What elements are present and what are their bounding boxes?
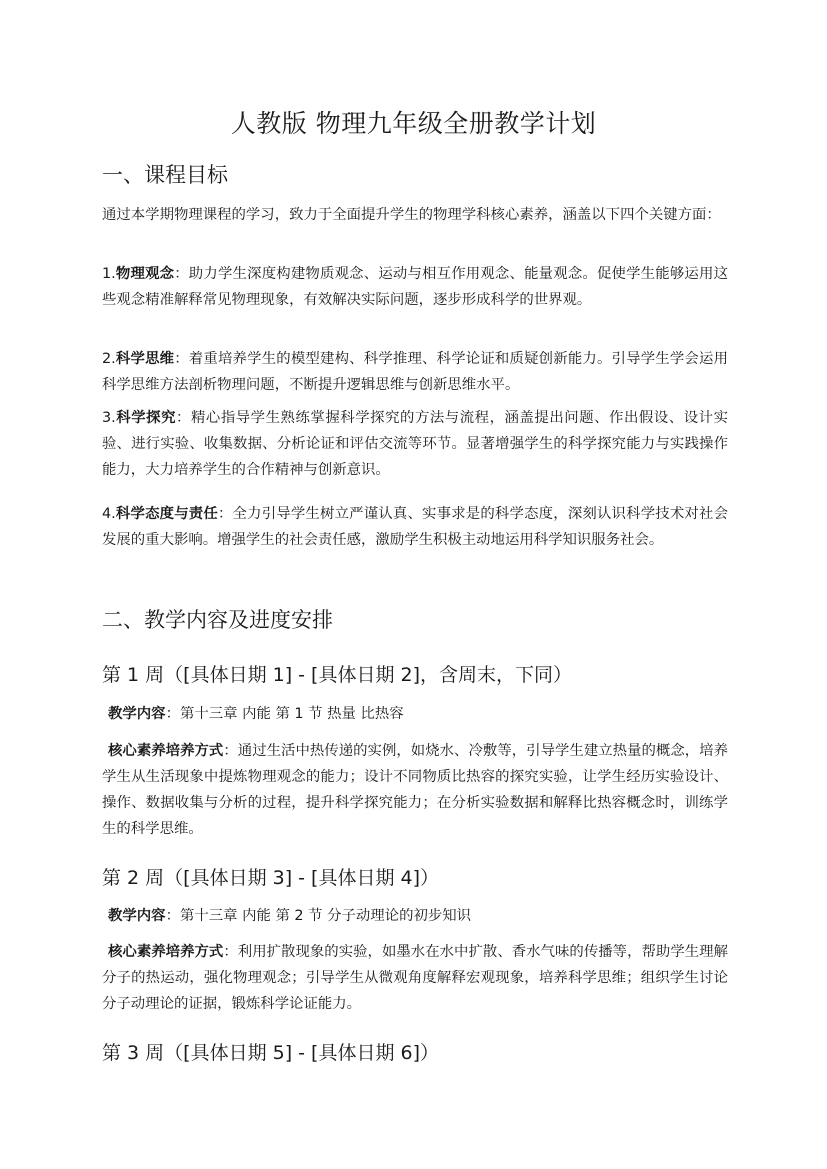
intro-paragraph: 通过本学期物理课程的学习，致力于全面提升学生的物理学科核心素养，涵盖以下四个关键方面：: [102, 207, 721, 223]
week-1-heading: 第 1 周（[具体日期 1] - [具体日期 2]，含周末，下同）: [102, 664, 573, 686]
content-label: 教学内容: [108, 706, 166, 722]
week-3-heading: 第 3 周（[具体日期 5] - [具体日期 6]）: [102, 1042, 440, 1064]
method-label: 核心素养培养方式: [108, 944, 224, 960]
section-heading-teaching-content: 二、教学内容及进度安排: [102, 608, 333, 632]
week-1-content: [102, 701, 728, 727]
item-term: 科学探究: [115, 410, 177, 426]
content-text: ：第十三章 内能 第 2 节 分子动理论的初步知识: [165, 908, 472, 924]
section-heading-course-goals: 一、课程目标: [102, 163, 228, 187]
goal-item-scientific-thinking: [102, 346, 728, 398]
method-text: ：通过生活中热传递的实例，如烧水、冷敷等，引导学生建立热量的概念，培养学生从生活现象中提炼物理观念的能力；设计不同物质比热容的探究实验，让学生经历实验设计、操作、数据收集与分析的过程，提升科学探究能力；在分析实验数据和解释比热容概念时，训练学生的科学思维。: [102, 743, 728, 837]
item-term: 科学态度与责任: [115, 506, 218, 522]
week-2-method: [102, 939, 728, 1017]
week-2-content: [102, 903, 728, 929]
item-text: ：精心指导学生熟练掌握科学探究的方法与流程，涵盖提出问题、作出假设、设计实验、进行实验、收集数据、分析论证和评估交流等环节。显著增强学生的科学探究能力与实践操作能力，大力培养学生的合作精神与创新意识。: [102, 410, 728, 478]
item-number: 2.: [102, 351, 116, 367]
item-number: 1.: [102, 266, 116, 282]
goal-item-scientific-inquiry: [102, 405, 728, 483]
content-text: ：第十三章 内能 第 1 节 热量 比热容: [165, 706, 404, 722]
document-title: 人教版 物理九年级全册教学计划: [230, 109, 597, 138]
item-number: 4.: [102, 506, 116, 522]
goal-item-scientific-attitude: [102, 501, 728, 553]
method-label: 核心素养培养方式: [108, 743, 224, 759]
item-text: ：全力引导学生树立严谨认真、实事求是的科学态度，深刻认识科学技术对社会发展的重大影响。增强学生的社会责任感，激励学生积极主动地运用科学知识服务社会。: [102, 506, 728, 548]
goal-item-physics-concept: [102, 261, 728, 313]
content-label: 教学内容: [108, 908, 166, 924]
item-number: 3.: [102, 410, 116, 426]
week-2-heading: 第 2 周（[具体日期 3] - [具体日期 4]）: [102, 867, 440, 889]
item-text: ：着重培养学生的模型建构、科学推理、科学论证和质疑创新能力。引导学生学会运用科学思维方法剖析物理问题，不断提升逻辑思维与创新思维水平。: [102, 351, 728, 393]
item-term: 科学思维: [115, 351, 175, 367]
method-text: ：利用扩散现象的实验，如墨水在水中扩散、香水气味的传播等，帮助学生理解分子的热运动，强化物理观念；引导学生从微观角度解释宏观现象，培养科学思维；组织学生讨论分子动理论的证据，锻炼科学论证能力。: [102, 944, 728, 1012]
item-term: 物理观念: [115, 266, 175, 282]
item-text: ：助力学生深度构建物质观念、运动与相互作用观念、能量观念。促使学生能够运用这些观念精准解释常见物理现象，有效解决实际问题，逐步形成科学的世界观。: [102, 266, 728, 308]
week-1-method: [102, 738, 728, 842]
